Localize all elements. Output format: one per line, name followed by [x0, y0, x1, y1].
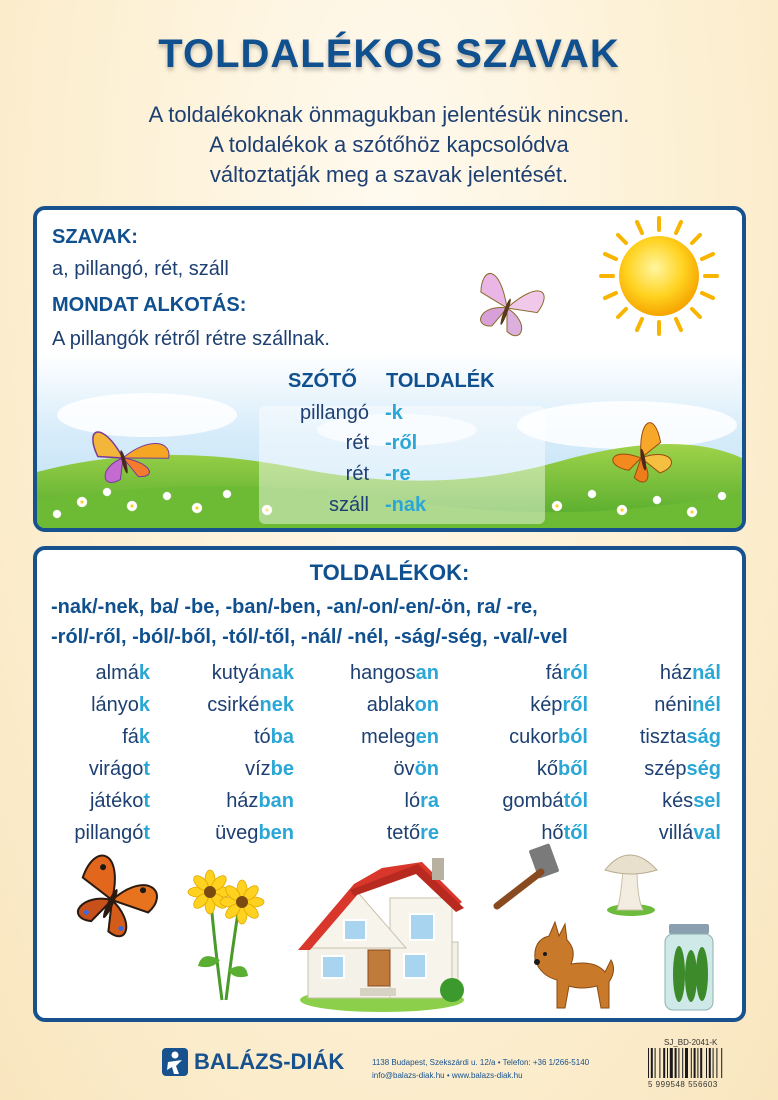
word-suffix: k	[138, 726, 150, 748]
word-stem: ablak	[366, 694, 415, 716]
word-stem: tó	[253, 726, 271, 748]
illustrations	[37, 840, 742, 1020]
example-word	[546, 662, 588, 685]
word-stem: kés	[662, 790, 694, 812]
suffix-panel	[33, 546, 746, 1022]
word-stem: öv	[393, 758, 415, 780]
word-stem: ló	[404, 790, 421, 812]
suffix-cell: -re	[385, 463, 411, 485]
example-word	[254, 726, 294, 749]
example-word	[245, 758, 294, 781]
word-stem: kép	[530, 694, 563, 716]
word-suffix: ből	[558, 758, 588, 780]
intro-line: A toldalékoknak önmagukban jelentésük nincsen.	[148, 102, 630, 127]
barcode-number: 5 999548 556603	[648, 1080, 718, 1089]
example-word	[509, 726, 588, 749]
word-stem: pillangó	[74, 822, 144, 844]
example-word	[91, 694, 150, 717]
publisher-contact	[372, 1056, 589, 1082]
product-code: SJ_BD-2041-K	[664, 1038, 718, 1047]
example-word	[530, 694, 588, 717]
word-suffix: nak	[259, 662, 294, 684]
example-word	[393, 758, 439, 781]
example-word	[537, 758, 588, 781]
word-stem: tető	[386, 822, 421, 844]
word-stem: tiszta	[639, 726, 687, 748]
example-word	[660, 662, 721, 685]
word-suffix: k	[138, 694, 150, 716]
word-stem: hangos	[350, 662, 416, 684]
word-stem: víz	[245, 758, 271, 780]
words-list: a, pillangó, rét, száll	[52, 258, 229, 280]
word-stem: fá	[545, 662, 563, 684]
word-suffix: ból	[558, 726, 588, 748]
word-stem: cukor	[509, 726, 558, 748]
page-title: TOLDALÉKOS SZAVAK	[158, 32, 620, 76]
word-stem: szép	[644, 758, 687, 780]
hammer-icon	[497, 843, 559, 906]
flower-icon	[188, 870, 264, 1000]
word-stem: meleg	[361, 726, 416, 748]
word-suffix: től	[563, 822, 588, 844]
example-word	[662, 790, 721, 813]
publisher-logo	[162, 1048, 344, 1076]
suffix-list-line: -nak/-nek, ba/ -be, -ban/-ben, -an/-on/-en/-ön, ra/ -re,	[51, 596, 538, 618]
publisher-name: BALÁZS-DIÁK	[194, 1049, 345, 1074]
jar-icon	[665, 924, 713, 1010]
stem-column-header: SZÓTŐ	[288, 370, 357, 392]
word-suffix: nek	[259, 694, 294, 716]
word-stem: fá	[122, 726, 139, 748]
word-suffix: on	[414, 694, 439, 716]
word-suffix: t	[143, 822, 150, 844]
word-stem: kő	[536, 758, 558, 780]
word-suffix: t	[143, 758, 150, 780]
word-suffix: k	[138, 662, 150, 684]
example-word	[226, 790, 294, 813]
word-suffix: ben	[258, 822, 294, 844]
word-stem: ház	[226, 790, 259, 812]
suffix-cell: -nak	[385, 494, 427, 516]
stem-cell: rét	[345, 432, 369, 454]
word-suffix: t	[143, 790, 150, 812]
example-word	[89, 758, 150, 781]
suffix-column-header: TOLDALÉK	[386, 370, 495, 392]
word-suffix: val	[693, 822, 721, 844]
word-suffix: nél	[692, 694, 721, 716]
suffix-heading: TOLDALÉKOK:	[309, 560, 470, 585]
example-sentence: A pillangók rétről rétre szállnak.	[52, 328, 330, 350]
word-suffix: be	[270, 758, 294, 780]
word-suffix: tól	[563, 790, 588, 812]
contact-line: info@balazs-diak.hu • www.balazs-diak.hu	[372, 1071, 523, 1080]
word-stem: lányo	[91, 694, 139, 716]
word-stem: játéko	[89, 790, 144, 812]
example-word	[644, 758, 721, 781]
address-line: 1138 Budapest, Szekszárdi u. 12/a • Telefon: +36 1/266-5140	[372, 1058, 590, 1067]
dog-icon	[534, 922, 614, 1008]
suffix-cell: -ről	[385, 432, 418, 454]
word-suffix: ság	[686, 726, 721, 748]
word-suffix: nál	[692, 662, 721, 684]
word-stem: almá	[95, 662, 139, 684]
word-suffix: ről	[562, 694, 588, 716]
word-stem: hő	[541, 822, 564, 844]
word-suffix: ba	[270, 726, 294, 748]
example-word	[502, 790, 588, 813]
example-word	[207, 694, 294, 717]
word-suffix: ban	[258, 790, 294, 812]
intro-text	[0, 100, 778, 190]
word-suffix: ról	[562, 662, 588, 684]
word-stem: ház	[659, 662, 693, 684]
example-word	[640, 726, 721, 749]
word-suffix: en	[415, 726, 439, 748]
example-word	[96, 662, 150, 685]
word-suffix: ra	[420, 790, 439, 812]
example-panel	[33, 206, 746, 532]
word-stem: csirké	[207, 694, 260, 716]
word-stem: gombá	[502, 790, 564, 812]
word-suffix: an	[415, 662, 439, 684]
suffix-cell: -k	[385, 402, 403, 424]
example-word	[405, 790, 439, 813]
example-word	[212, 662, 294, 685]
barcode	[648, 1048, 744, 1078]
stem-cell: száll	[328, 494, 369, 516]
example-word	[654, 694, 721, 717]
intro-line: A toldalékok a szótőhöz kapcsolódva	[209, 132, 569, 157]
example-word	[90, 790, 150, 813]
word-stem: virágo	[88, 758, 144, 780]
example-word	[367, 694, 439, 717]
house-icon	[298, 858, 464, 1012]
stem-cell: pillangó	[300, 402, 369, 424]
sentence-heading: MONDAT ALKOTÁS:	[52, 294, 247, 316]
words-heading: SZAVAK:	[52, 226, 138, 248]
word-suffix: ön	[414, 758, 439, 780]
word-suffix: sel	[693, 790, 721, 812]
mushroom-icon	[605, 855, 657, 916]
logo-icon	[162, 1048, 188, 1076]
word-stem: néni	[654, 694, 693, 716]
word-stem: üveg	[215, 822, 259, 844]
example-word	[122, 726, 150, 749]
word-stem: kutyá	[211, 662, 260, 684]
suffix-list-line: -ról/-ről, -ból/-ből, -tól/-től, -nál/ -nél, -ság/-ség, -val/-vel	[51, 626, 568, 648]
example-word	[350, 662, 439, 685]
word-stem: villá	[658, 822, 694, 844]
intro-line: változtatják meg a szavak jelentését.	[209, 162, 569, 187]
stem-cell: rét	[345, 463, 369, 485]
word-suffix: re	[420, 822, 439, 844]
example-word	[361, 726, 439, 749]
word-suffix: ség	[686, 758, 721, 780]
butterfly-icon	[66, 851, 165, 945]
